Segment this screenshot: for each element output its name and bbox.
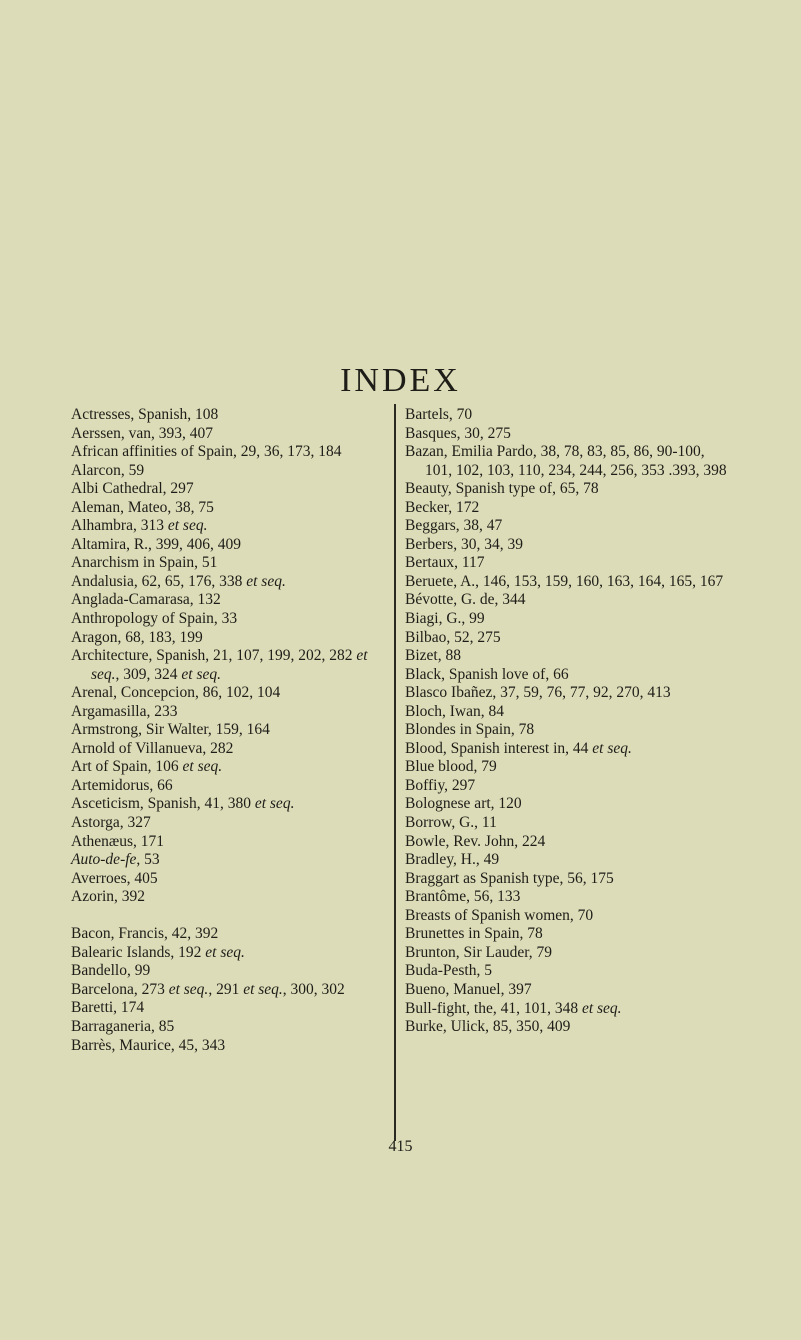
index-entry-text: Barcelona, 273 — [71, 980, 169, 998]
index-entry-text: Alhambra, 313 — [71, 517, 168, 535]
index-entry — [405, 629, 735, 648]
index-entry-italic-text: et seq. — [254, 795, 295, 813]
index-entry — [71, 795, 381, 814]
index-entry — [405, 684, 735, 703]
index-entry-text: Anthropology of Spain, 33 — [71, 610, 238, 628]
index-entry-text: Berbers, 30, 34, 39 — [405, 535, 523, 553]
index-entry — [405, 888, 735, 907]
index-entry-text: Buda-Pesth, 5 — [405, 962, 492, 980]
index-entry — [405, 573, 735, 592]
index-entry — [405, 925, 735, 944]
index-entry-text: Black, Spanish love of, 66 — [405, 665, 569, 683]
index-entry-text: Bertaux, 117 — [405, 554, 485, 572]
index-entry-italic-text: et seq. — [91, 647, 368, 683]
index-entry — [71, 554, 381, 573]
index-entry-text: Alarcon, 59 — [71, 461, 145, 479]
index-entry-text: , 291 — [208, 980, 244, 998]
index-entry-text: Barrès, Maurice, 45, 343 — [71, 1036, 226, 1054]
index-entry — [71, 740, 381, 759]
index-entry-text: Beauty, Spanish type of, 65, 78 — [405, 480, 599, 498]
index-entry — [71, 536, 381, 555]
index-entry-text: Basques, 30, 275 — [405, 424, 511, 442]
index-entry — [71, 703, 381, 722]
index-entry-italic-text: et seq. — [205, 943, 245, 961]
index-entry — [405, 758, 735, 777]
index-entry-text: Bizet, 88 — [405, 647, 461, 665]
index-entry-text: Andalusia, 62, 65, 176, 338 — [71, 572, 247, 590]
index-entry — [71, 981, 381, 1000]
index-entry-italic-text: et seq. — [592, 739, 632, 757]
index-entry — [405, 517, 735, 536]
index-entry — [405, 1018, 735, 1037]
index-entry-text: Braggart as Spanish type, 56, 175 — [405, 869, 614, 887]
index-entry-text: Breasts of Spanish women, 70 — [405, 906, 594, 924]
index-entry-italic-text: et seq. — [168, 980, 209, 998]
index-entry-text: Bilbao, 52, 275 — [405, 628, 501, 646]
index-entry-text: Blue blood, 79 — [405, 758, 497, 776]
index-entry — [405, 795, 735, 814]
index-entry-text: Baretti, 174 — [71, 999, 145, 1017]
index-entry — [405, 981, 735, 1000]
index-entry-text: Asceticism, Spanish, 41, 380 — [71, 795, 255, 813]
index-entry-text: Bacon, Francis, 42, 392 — [71, 925, 219, 943]
index-entry-text: Beruete, A., 146, 153, 159, 160, 163, 164, 165, 167 — [405, 572, 724, 590]
page-title: INDEX — [340, 362, 461, 399]
index-entry — [405, 1000, 735, 1019]
index-entry-text: Bueno, Manuel, 397 — [405, 980, 532, 998]
index-entry-text: Blood, Spanish interest in, 44 — [405, 739, 593, 757]
column-divider — [394, 404, 396, 1141]
index-entry — [405, 536, 735, 555]
index-entry-text: , 300, 302 — [282, 980, 345, 998]
index-entry-italic-text: et seq. — [246, 572, 286, 590]
index-entry-text: Bradley, H., 49 — [405, 851, 500, 869]
index-entry — [405, 554, 735, 573]
index-entry-text: Arnold of Villanueva, 282 — [71, 739, 234, 757]
index-entry — [71, 647, 381, 684]
index-entry — [71, 406, 381, 425]
index-entry — [405, 870, 735, 889]
index-entry — [71, 758, 381, 777]
index-entry — [71, 1037, 381, 1056]
index-column-right — [405, 406, 735, 1037]
index-entry — [71, 517, 381, 536]
index-entry-text: Bazan, Emilia Pardo, 38, 78, 83, 85, 86, 90-100, 101, 102, 103, 110, 234, 244, 256, 353 .393, 398 — [405, 443, 727, 479]
index-entry-text: Architecture, Spanish, 21, 107, 199, 202, 282 — [71, 647, 357, 665]
page-number: 415 — [388, 1138, 413, 1155]
index-entry — [405, 944, 735, 963]
index-entry-italic-text: et seq. — [182, 758, 223, 776]
index-entry — [405, 777, 735, 796]
index-entry-italic-text: et seq. — [243, 980, 283, 998]
index-entry — [71, 629, 381, 648]
index-entry — [405, 721, 735, 740]
index-entry — [71, 814, 381, 833]
index-entry — [71, 999, 381, 1018]
index-entry-text: Athenæus, 171 — [71, 832, 164, 850]
index-entry-text: Bévotte, G. de, 344 — [405, 591, 526, 609]
index-entry — [71, 425, 381, 444]
index-entry-text: Bull-fight, the, 41, 101, 348 — [405, 999, 582, 1017]
index-entry-text: Argamasilla, 233 — [71, 702, 178, 720]
index-entry — [71, 777, 381, 796]
index-entry-text: , 309, 324 — [115, 665, 182, 683]
index-entry — [71, 591, 381, 610]
index-entry — [71, 721, 381, 740]
index-entry — [71, 573, 381, 592]
index-entry — [71, 610, 381, 629]
index-entry-text: Bloch, Iwan, 84 — [405, 702, 505, 720]
index-entry-text: Blondes in Spain, 78 — [405, 721, 535, 739]
index-entry — [71, 480, 381, 499]
index-entry-text: Barraganeria, 85 — [71, 1018, 175, 1035]
index-entry-text: Bartels, 70 — [405, 406, 473, 423]
index-entry-text: Bolognese art, 120 — [405, 795, 522, 813]
index-entry-text: , 53 — [136, 851, 160, 869]
index-entry-text: Azorin, 392 — [71, 888, 146, 906]
index-entry-text: Biagi, G., 99 — [405, 610, 485, 628]
index-entry — [405, 406, 735, 425]
letter-gap — [71, 907, 381, 926]
index-entry-text: Bandello, 99 — [71, 962, 151, 980]
index-entry — [71, 962, 381, 981]
index-entry — [405, 647, 735, 666]
index-entry — [71, 443, 381, 462]
index-entry — [71, 462, 381, 481]
index-entry — [405, 591, 735, 610]
index-entry — [71, 944, 381, 963]
index-entry-text: Art of Spain, 106 — [71, 758, 183, 776]
index-entry — [405, 443, 735, 480]
index-entry-text: Brunettes in Spain, 78 — [405, 925, 543, 943]
index-entry-text: Averroes, 405 — [71, 869, 158, 887]
index-entry-text: Burke, Ulick, 85, 350, 409 — [405, 1018, 571, 1036]
index-entry — [405, 703, 735, 722]
index-entry-text: Becker, 172 — [405, 498, 480, 516]
index-entry — [405, 610, 735, 629]
index-entry-text: Armstrong, Sir Walter, 159, 164 — [71, 721, 270, 739]
index-entry — [405, 907, 735, 926]
index-entry-italic-text: et seq. — [181, 665, 222, 683]
index-entry-text: Astorga, 327 — [71, 814, 151, 832]
index-entry-text: Bowle, Rev. John, 224 — [405, 832, 546, 850]
index-entry — [71, 1018, 381, 1037]
index-entry — [71, 888, 381, 907]
index-entry — [71, 870, 381, 889]
index-entry-text: Aragon, 68, 183, 199 — [71, 628, 203, 646]
index-entry — [405, 499, 735, 518]
index-column-left — [71, 406, 381, 1055]
index-entry-text: African affinities of Spain, 29, 36, 173, 184 — [71, 443, 342, 461]
index-entry-text: Beggars, 38, 47 — [405, 517, 503, 535]
index-entry-text: Anarchism in Spain, 51 — [71, 554, 218, 572]
index-entry — [71, 851, 381, 870]
index-entry — [405, 740, 735, 759]
index-entry — [405, 833, 735, 852]
index-entry — [405, 851, 735, 870]
index-entry — [71, 925, 381, 944]
index-entry — [71, 684, 381, 703]
index-entry — [405, 666, 735, 685]
index-entry — [405, 480, 735, 499]
index-entry-italic-text: et seq. — [167, 517, 208, 535]
index-entry — [405, 814, 735, 833]
index-entry-text: Brantôme, 56, 133 — [405, 888, 521, 906]
index-entry-text: Artemidorus, 66 — [71, 776, 173, 794]
index-entry — [405, 425, 735, 444]
index-entry — [71, 499, 381, 518]
index-entry-text: Aleman, Mateo, 38, 75 — [71, 498, 214, 516]
index-entry-text: Altamira, R., 399, 406, 409 — [71, 535, 242, 553]
index-entry — [71, 833, 381, 852]
index-entry-text: Anglada-Camarasa, 132 — [71, 591, 221, 609]
index-entry-text: Blasco Ibañez, 37, 59, 76, 77, 92, 270, 413 — [405, 684, 671, 702]
index-entry-text: Actresses, Spanish, 108 — [71, 406, 219, 423]
index-entry-text: Aerssen, van, 393, 407 — [71, 424, 214, 442]
index-entry-text: Borrow, G., 11 — [405, 814, 497, 832]
index-entry-text: Arenal, Concepcion, 86, 102, 104 — [71, 684, 281, 702]
index-entry-text: Albi Cathedral, 297 — [71, 480, 194, 498]
index-entry-italic-text: et seq. — [581, 999, 622, 1017]
index-entry-text: Brunton, Sir Lauder, 79 — [405, 943, 553, 961]
index-entry-text: Boffiy, 297 — [405, 776, 476, 794]
index-entry-italic-text: Auto-de-fe — [71, 851, 137, 869]
index-entry-text: Balearic Islands, 192 — [71, 943, 206, 961]
index-entry — [405, 962, 735, 981]
